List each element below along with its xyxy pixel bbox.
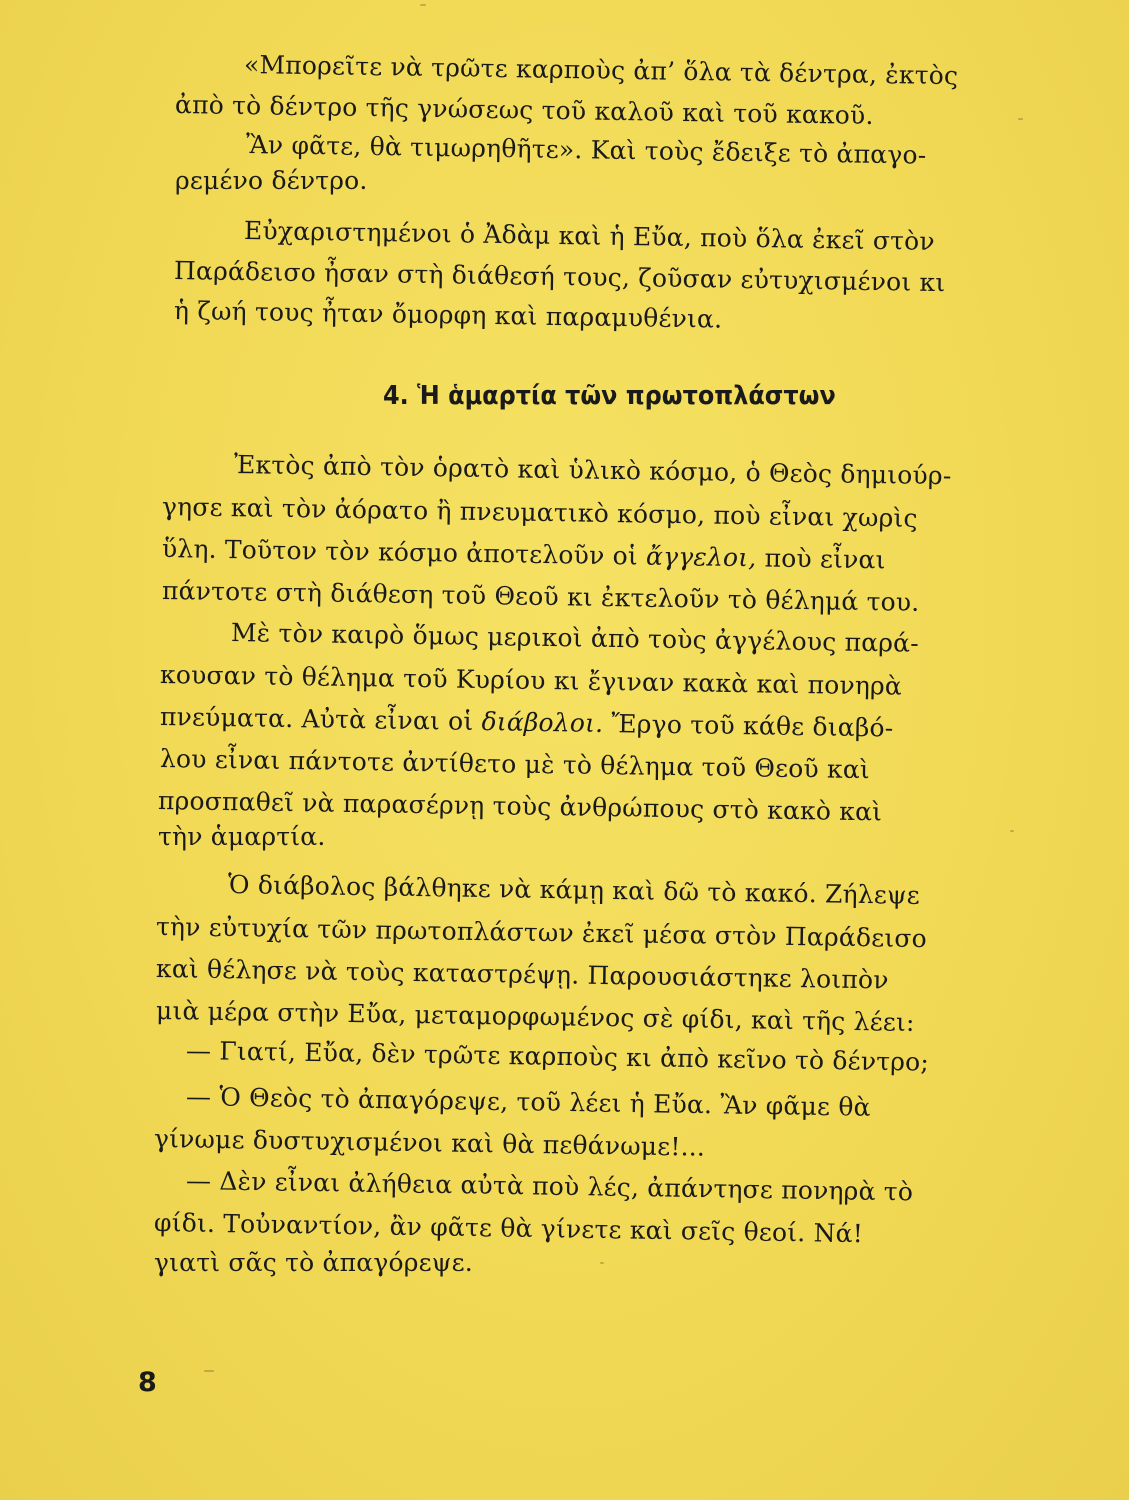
dialogue-line: γίνωμε δυστυχισμένοι καὶ θὰ πεθάνωμε!... bbox=[153, 1124, 706, 1162]
text-segment: πνεύματα. Αὐτὰ εἶναι οἱ bbox=[159, 702, 482, 737]
text-segment: ὕλη. Τοῦτον τὸν κόσμο ἀποτελοῦν οἱ bbox=[161, 534, 647, 571]
italic-term: ἄγγελοι, bbox=[645, 541, 757, 573]
dialogue-line: γιατὶ σᾶς τὸ ἀπαγόρεψε. bbox=[154, 1248, 473, 1277]
dialogue-line: — Γιατί, Εὔα, δὲν τρῶτε καρποὺς κι ἀπὸ κεῖνο τὸ δέντρο; bbox=[185, 1036, 930, 1077]
text-line: Ὁ διάβολος βάλθηκε νὰ κάμῃ καὶ δῶ τὸ κακό. Ζήλεψε bbox=[227, 870, 921, 910]
text-line: τὴν ἁμαρτία. bbox=[158, 822, 326, 851]
text-line: μιὰ μέρα στὴν Εὔα, μεταμορφωμένος σὲ φίδι, καὶ τῆς λέει: bbox=[155, 996, 915, 1037]
text-line: Ἂν φᾶτε, θὰ τιμωρηθῆτε». Καὶ τοὺς ἔδειξε τὸ ἀπαγο- bbox=[245, 130, 927, 170]
italic-term: διάβολοι. bbox=[481, 707, 604, 738]
scan-speck bbox=[600, 1262, 604, 1264]
dialogue-line: — Δὲν εἶναι ἀλήθεια αὐτὰ ποὺ λές, ἀπάντησε πονηρὰ τὸ bbox=[185, 1166, 914, 1207]
text-line: «Μπορεῖτε νὰ τρῶτε καρποὺς ἀπ’ ὅλα τὰ δέντρα, ἐκτὸς bbox=[243, 50, 959, 91]
section-heading: 4. Ἡ ἁμαρτία τῶν πρωτοπλάστων bbox=[383, 381, 836, 411]
text-segment: ποὺ εἶναι bbox=[756, 543, 886, 575]
text-line bbox=[162, 532, 886, 577]
text-line: κουσαν τὸ θέλημα τοῦ Κυρίου κι ἔγιναν κακὰ καὶ πονηρὰ bbox=[159, 660, 903, 701]
text-line: Παράδεισο ἦσαν στὴ διάθεσή τους, ζοῦσαν εὐτυχισμένοι κι bbox=[173, 256, 946, 298]
text-line: πάντοτε στὴ διάθεση τοῦ Θεοῦ κι ἐκτελοῦν τὸ θέλημά του. bbox=[161, 576, 920, 617]
text-line: ἡ ζωή τους ἦταν ὄμορφη καὶ παραμυθένια. bbox=[173, 296, 723, 334]
text-line: προσπαθεῖ νὰ παρασέρνῃ τοὺς ἀνθρώπους στὸ κακὸ καὶ bbox=[157, 786, 883, 827]
text-line: γησε καὶ τὸν ἀόρατο ἢ πνευματικὸ κόσμο, ποὺ εἶναι χωρὶς bbox=[161, 492, 918, 533]
dialogue-line: — Ὁ Θεὸς τὸ ἀπαγόρεψε, τοῦ λέει ἡ Εὔα. Ἂν φᾶμε θὰ bbox=[185, 1082, 871, 1122]
text-line: Εὐχαριστημένοι ὁ Ἀδὰμ καὶ ἡ Εὔα, ποὺ ὅλα ἐκεῖ στὸν bbox=[243, 216, 936, 256]
scan-speck bbox=[420, 4, 426, 6]
text-line: Μὲ τὸν καιρὸ ὅμως μερικοὶ ἀπὸ τοὺς ἀγγέλους παρά- bbox=[230, 618, 920, 658]
text-segment: Ἔργο τοῦ κάθε διαβό- bbox=[603, 708, 894, 743]
scan-speck bbox=[204, 1370, 214, 1372]
page-number: 8 bbox=[138, 1367, 157, 1398]
text-line: ρεμένο δέντρο. bbox=[175, 166, 368, 195]
scan-speck bbox=[1010, 830, 1014, 832]
text-line: Ἐκτὸς ἀπὸ τὸν ὁρατὸ καὶ ὑλικὸ κόσμο, ὁ Θεὸς δημιούρ- bbox=[233, 450, 952, 491]
text-line: καὶ θέλησε νὰ τοὺς καταστρέψῃ. Παρουσιάστηκε λοιπὸν bbox=[155, 954, 889, 995]
scan-speck bbox=[1018, 118, 1023, 120]
text-line bbox=[160, 700, 894, 746]
text-line: λου εἶναι πάντοτε ἀντίθετο μὲ τὸ θέλημα τοῦ Θεοῦ καὶ bbox=[159, 744, 871, 785]
dialogue-line: φίδι. Τοὐναντίον, ἂν φᾶτε θὰ γίνετε καὶ σεῖς θεοί. Νά! bbox=[153, 1208, 864, 1249]
text-line: ἀπὸ τὸ δέντρο τῆς γνώσεως τοῦ καλοῦ καὶ τοῦ κακοῦ. bbox=[174, 90, 874, 130]
text-line: τὴν εὐτυχία τῶν πρωτοπλάστων ἐκεῖ μέσα στὸν Παράδεισο bbox=[155, 912, 928, 954]
